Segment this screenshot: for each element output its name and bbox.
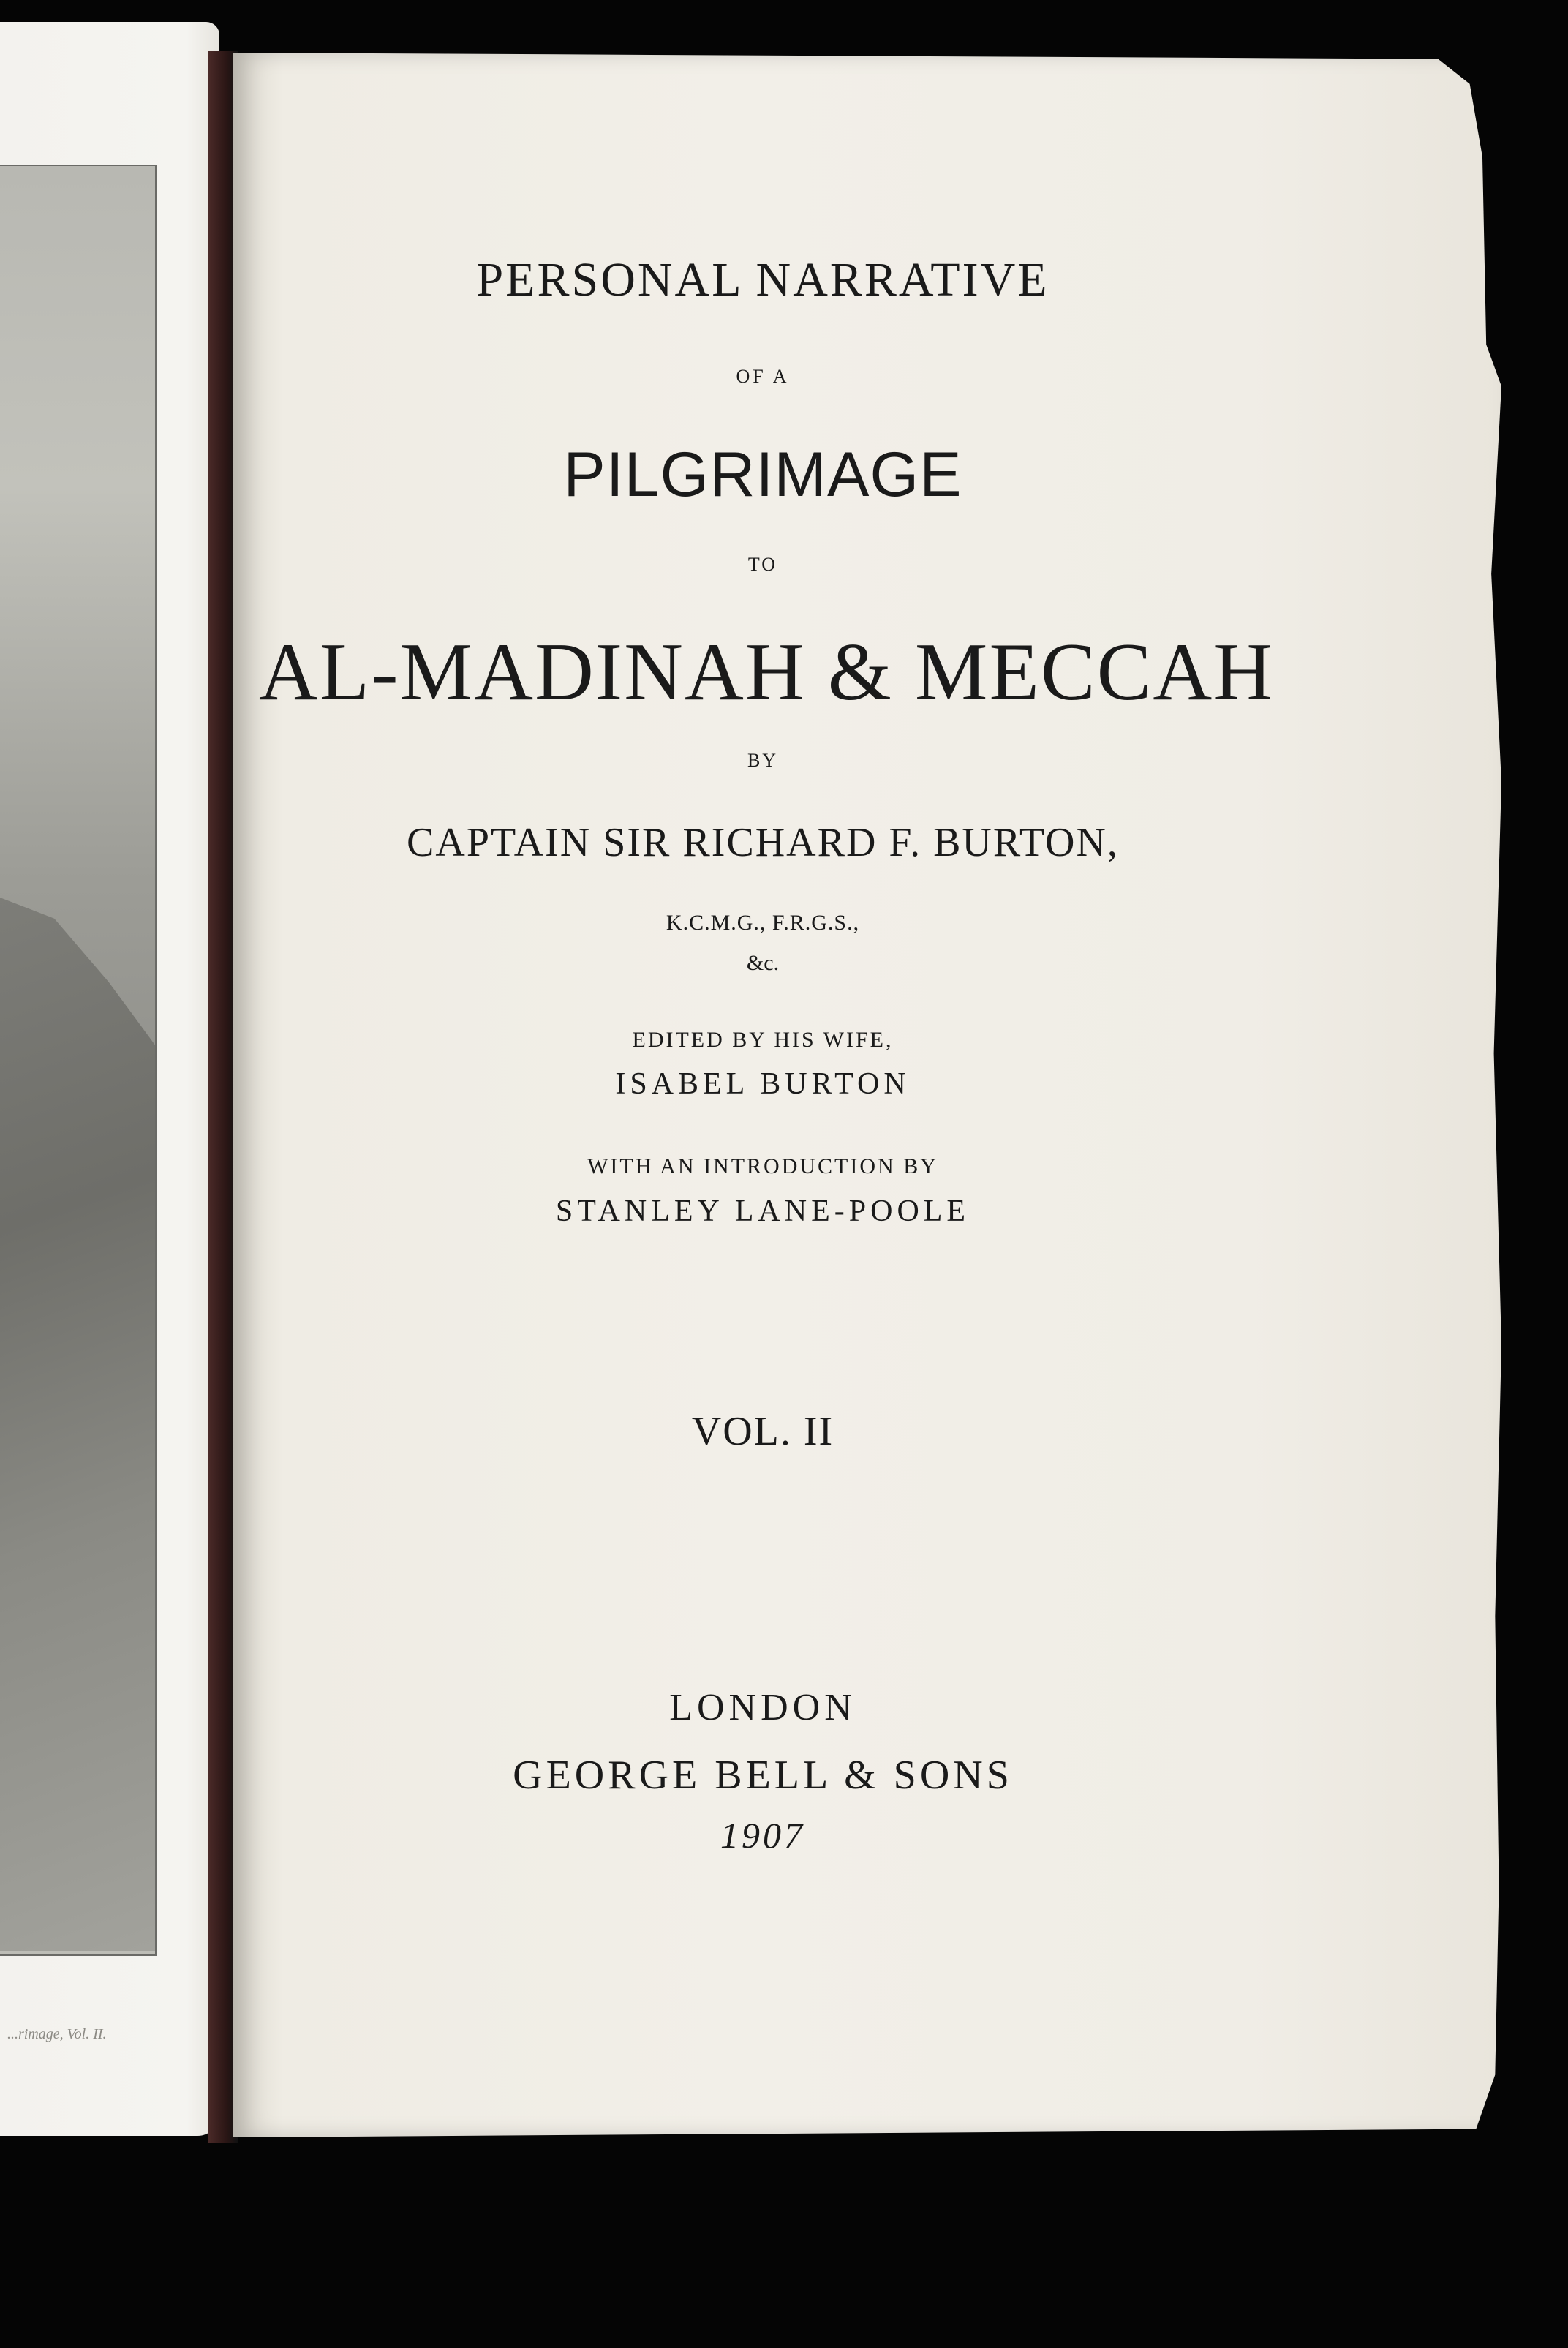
plate-caption: ...rimage, Vol. II.: [7, 2026, 107, 2042]
imprint-publisher: GEORGE BELL & SONS: [513, 1753, 1013, 1798]
imprint-city: LONDON: [669, 1687, 856, 1728]
title-line-to: TO: [747, 554, 778, 575]
left-page: [0, 22, 219, 2136]
edited-by-line: EDITED BY HIS WIFE,: [632, 1028, 894, 1052]
author-name: CAPTAIN SIR RICHARD F. BURTON,: [407, 820, 1119, 865]
frontispiece-plate: [0, 165, 157, 1956]
title-line-personal-narrative: PERSONAL NARRATIVE: [476, 253, 1049, 306]
editor-name: ISABEL BURTON: [615, 1067, 911, 1101]
author-etc: &c.: [746, 951, 780, 975]
introduction-author: STANLEY LANE-POOLE: [555, 1194, 970, 1228]
volume-number: VOL. II: [691, 1409, 834, 1454]
title-line-pilgrimage: PILGRIMAGE: [563, 440, 962, 510]
title-line-by: BY: [747, 750, 779, 771]
imprint-year: 1907: [720, 1815, 805, 1856]
mountain-illustration: [0, 898, 155, 1951]
author-honours: K.C.M.G., F.R.G.S.,: [666, 911, 860, 935]
introduction-by-line: WITH AN INTRODUCTION BY: [587, 1154, 938, 1178]
title-line-al-madinah-meccah: AL-MADINAH & MECCAH: [258, 627, 1275, 718]
title-line-of-a: OF A: [736, 366, 790, 387]
